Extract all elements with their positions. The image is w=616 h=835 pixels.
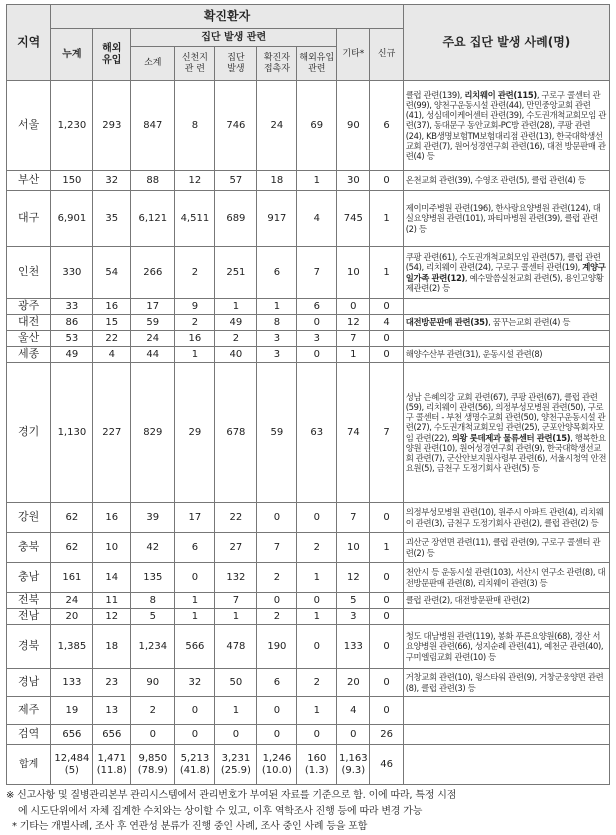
overseas-cell: 22 <box>93 331 131 347</box>
regional-confirmed-cases-table <box>6 4 610 785</box>
confirmed-header: 확진환자 <box>51 5 403 29</box>
new-cell: 0 <box>370 625 403 669</box>
overseas-cell: 18 <box>93 625 131 669</box>
region-cell: 세종 <box>7 347 51 363</box>
contact-cell: 24 <box>257 81 297 171</box>
subtotal-header: 소계 <box>131 47 175 81</box>
table-row <box>7 609 610 625</box>
cluster-cell: 689 <box>215 191 257 247</box>
overseas-cell: 15 <box>93 315 131 331</box>
total-cell: 1,230 <box>51 81 93 171</box>
shin-cell: 1 <box>175 593 215 609</box>
ovr-cell: 0 <box>297 347 337 363</box>
subtotal-cell: 39 <box>131 503 175 533</box>
cases-text-pre: 청도 대남병원 관련(119), 봉화 푸른요양원(68), 경산 서요양병원 관련(66), 성지순례 관련(41), 예천군 관련(40), 구미엘림교회 관련(10) 등 <box>405 631 604 662</box>
region-cell: 제주 <box>7 697 51 725</box>
cluster-cell: 49 <box>215 315 257 331</box>
cases-text-bold: 대전방문판매 관련(35) <box>405 317 489 328</box>
total-cell: 20 <box>51 609 93 625</box>
subtotal-cell: 8 <box>131 593 175 609</box>
cases-text-pre: 의정부성모병원 관련(10), 원주시 아파트 관련(4), 리치웨이 관련(3), 금천구 도정기회사 관련(2), 클럽 관련(2) 등 <box>405 507 604 528</box>
new-header: 신규 <box>370 29 403 81</box>
cases-cell <box>403 725 609 745</box>
subtotal-cell: 0 <box>131 725 175 745</box>
new-cell: 0 <box>370 299 403 315</box>
total-cell: 6,901 <box>51 191 93 247</box>
subtotal-cell: 847 <box>131 81 175 171</box>
cluster-outbreak-header: 집단 발생 <box>215 47 257 81</box>
footnote-2: * 기타는 개별사례, 조사 후 연관성 분류가 진행 중인 사례, 조사 중인 사례 등을 포함 <box>12 821 368 832</box>
other-cell: 12 <box>337 563 370 593</box>
cases-cell <box>403 247 609 299</box>
cases-cell <box>403 347 609 363</box>
ovr-cell: 69 <box>297 81 337 171</box>
subtotal-cell: 6,121 <box>131 191 175 247</box>
region-cell: 서울 <box>7 81 51 171</box>
shincheonji-header: 신천지 관 련 <box>175 47 215 81</box>
total-cell: 150 <box>51 171 93 191</box>
cases-header: 주요 집단 발생 사례(명) <box>403 5 609 81</box>
cluster-cell: 7 <box>215 593 257 609</box>
other-cell: 74 <box>337 363 370 503</box>
overseas-cell: 4 <box>93 347 131 363</box>
total-other-cell: 1,163 (9.3) <box>337 745 370 785</box>
subtotal-cell: 90 <box>131 669 175 697</box>
overseas-header: 해외 유입 <box>93 29 131 81</box>
shin-cell: 12 <box>175 171 215 191</box>
status-table-container <box>6 4 610 835</box>
table-row <box>7 171 610 191</box>
total-cell: 133 <box>51 669 93 697</box>
total-shin-cell: 5,213 (41.8) <box>175 745 215 785</box>
ovr-cell: 63 <box>297 363 337 503</box>
contact-header: 확진자 접촉자 <box>257 47 297 81</box>
shin-cell: 0 <box>175 563 215 593</box>
cases-text-bold: 리치웨이 관련(115) <box>464 90 537 101</box>
cases-text-post: , 구로구 콜센터 관련(99), 양천구운동시설 관련(44), 만민중앙교회 관련(41), 성심데이케어센터 관련(39), 수도권개척교회모임 관련(37), 동대문구 동안교회-PC방 관련(28), 쿠팡 관련(24), KB생명보험TM보험대리점 관련(13), 한국대학생선교회 관련(7), 원어성경연구회 관련(16), 대전 방문판매 관련(4) 등 <box>405 90 606 161</box>
overseas-cell: 16 <box>93 299 131 315</box>
cluster-cell: 478 <box>215 625 257 669</box>
contact-cell: 8 <box>257 315 297 331</box>
footnote-1-continued: 에 시도단위에서 자체 집계한 수치와는 상이할 수 있고, 이후 역학조사 진행 등에 따라 변경 가능 <box>18 805 423 817</box>
overseas-cell: 12 <box>93 609 131 625</box>
new-cell: 0 <box>370 347 403 363</box>
overseas-cell: 35 <box>93 191 131 247</box>
cases-text-pre: 제이미주병원 관련(196), 한사랑요양병원 관련(124), 대실요양병원 관련(101), 파티마병원 관련(39), 클럽 관련(2) 등 <box>405 203 601 234</box>
table-row <box>7 331 610 347</box>
new-cell: 0 <box>370 563 403 593</box>
total-cell: 86 <box>51 315 93 331</box>
total-total-cell: 12,484 (5) <box>51 745 93 785</box>
overseas-related-header: 해외유입 관련 <box>297 47 337 81</box>
contact-cell: 6 <box>257 247 297 299</box>
new-cell: 0 <box>370 697 403 725</box>
region-cell: 강원 <box>7 503 51 533</box>
ovr-cell: 4 <box>297 191 337 247</box>
cases-text-pre: 온천교회 관련(39), 수영조 관련(5), 클럽 관련(4) 등 <box>405 175 586 186</box>
cases-cell <box>403 299 609 315</box>
other-cell: 1 <box>337 347 370 363</box>
total-new-cell: 46 <box>370 745 403 785</box>
region-cell: 경기 <box>7 363 51 503</box>
table-row <box>7 697 610 725</box>
other-cell: 7 <box>337 503 370 533</box>
cases-text-pre: 쿠팡 관련(61), 수도권개척교회모임 관련(57), 클럽 관련(54), 리치웨이 관련(24), 구로구 콜센터 관련(19), <box>405 252 601 273</box>
shin-cell: 4,511 <box>175 191 215 247</box>
total-cases-cell <box>403 745 609 785</box>
total-cell: 161 <box>51 563 93 593</box>
ovr-cell: 1 <box>297 609 337 625</box>
table-row <box>7 563 610 593</box>
cases-text-post: , 행복한요양원 관련(10), 원어성경연구회 관련(9), 한국대학생선교회 관련(7), 군산안보지원사령부 관련(6), 서울시청역 안전요원(5), 금천구 도정기회사 관련(5) 등 <box>405 432 607 473</box>
new-cell: 0 <box>370 609 403 625</box>
total-subtotal-cell: 9,850 (78.9) <box>131 745 175 785</box>
footnote-1: ※ 신고사항 및 질병관리본부 관리시스템에서 관리번호가 부여된 자료를 기준으로 함. 이에 따라, 특정 시점 <box>6 790 457 801</box>
new-cell: 7 <box>370 363 403 503</box>
cases-cell <box>403 191 609 247</box>
region-header: 지역 <box>7 5 51 81</box>
new-cell: 1 <box>370 533 403 563</box>
cluster-cell: 0 <box>215 725 257 745</box>
table-row <box>7 315 610 331</box>
shin-cell: 0 <box>175 697 215 725</box>
subtotal-cell: 1,234 <box>131 625 175 669</box>
cases-cell <box>403 533 609 563</box>
ovr-cell: 0 <box>297 503 337 533</box>
region-cell: 경남 <box>7 669 51 697</box>
new-cell: 1 <box>370 247 403 299</box>
contact-cell: 2 <box>257 609 297 625</box>
table-row <box>7 363 610 503</box>
cases-cell <box>403 503 609 533</box>
other-cell: 10 <box>337 533 370 563</box>
shin-cell: 32 <box>175 669 215 697</box>
cases-cell <box>403 331 609 347</box>
new-cell: 26 <box>370 725 403 745</box>
region-cell: 인천 <box>7 247 51 299</box>
ovr-cell: 0 <box>297 593 337 609</box>
table-row <box>7 593 610 609</box>
table-row <box>7 347 610 363</box>
table-row <box>7 81 610 171</box>
region-cell: 부산 <box>7 171 51 191</box>
new-cell: 4 <box>370 315 403 331</box>
shin-cell: 0 <box>175 725 215 745</box>
new-cell: 0 <box>370 503 403 533</box>
cluster-cell: 2 <box>215 331 257 347</box>
cases-cell <box>403 363 609 503</box>
cases-cell <box>403 669 609 697</box>
total-label: 합계 <box>7 745 51 785</box>
cases-cell <box>403 697 609 725</box>
contact-cell: 2 <box>257 563 297 593</box>
cluster-cell: 50 <box>215 669 257 697</box>
contact-cell: 917 <box>257 191 297 247</box>
shin-cell: 1 <box>175 609 215 625</box>
total-cell: 330 <box>51 247 93 299</box>
other-cell: 3 <box>337 609 370 625</box>
total-header: 누계 <box>51 29 93 81</box>
table-row <box>7 625 610 669</box>
ovr-cell: 7 <box>297 247 337 299</box>
region-cell: 대구 <box>7 191 51 247</box>
cases-text-pre: 해양수산부 관련(31), 운동시설 관련(8) <box>405 349 543 360</box>
cluster-cell: 40 <box>215 347 257 363</box>
cluster-cell: 746 <box>215 81 257 171</box>
ovr-cell: 0 <box>297 625 337 669</box>
cluster-header: 집단 발생 관련 <box>131 29 337 47</box>
cases-text-pre: 거창교회 관련(10), 윙스타워 관련(9), 거창군웅양면 관련(8), 클럽 관련(3) 등 <box>405 672 604 693</box>
other-cell: 12 <box>337 315 370 331</box>
cluster-cell: 1 <box>215 609 257 625</box>
total-cell: 53 <box>51 331 93 347</box>
shin-cell: 6 <box>175 533 215 563</box>
overseas-cell: 10 <box>93 533 131 563</box>
cases-cell <box>403 593 609 609</box>
cases-text-bold: 계양구 일가족 관련(12) <box>405 262 606 283</box>
cases-cell <box>403 609 609 625</box>
overseas-cell: 656 <box>93 725 131 745</box>
new-cell: 6 <box>370 81 403 171</box>
footnotes <box>6 788 610 835</box>
total-cell: 49 <box>51 347 93 363</box>
shin-cell: 566 <box>175 625 215 669</box>
contact-cell: 0 <box>257 725 297 745</box>
contact-cell: 0 <box>257 593 297 609</box>
subtotal-cell: 829 <box>131 363 175 503</box>
cluster-cell: 251 <box>215 247 257 299</box>
other-cell: 133 <box>337 625 370 669</box>
region-cell: 충북 <box>7 533 51 563</box>
region-cell: 경북 <box>7 625 51 669</box>
other-cell: 90 <box>337 81 370 171</box>
subtotal-cell: 5 <box>131 609 175 625</box>
subtotal-cell: 42 <box>131 533 175 563</box>
ovr-cell: 1 <box>297 697 337 725</box>
table-row <box>7 669 610 697</box>
shin-cell: 29 <box>175 363 215 503</box>
total-cell: 33 <box>51 299 93 315</box>
subtotal-cell: 44 <box>131 347 175 363</box>
overseas-cell: 293 <box>93 81 131 171</box>
overseas-cell: 227 <box>93 363 131 503</box>
total-cell: 1,130 <box>51 363 93 503</box>
contact-cell: 6 <box>257 669 297 697</box>
new-cell: 0 <box>370 669 403 697</box>
contact-cell: 3 <box>257 331 297 347</box>
cases-cell <box>403 81 609 171</box>
contact-cell: 0 <box>257 697 297 725</box>
total-cell: 656 <box>51 725 93 745</box>
cases-text-pre: 괴산군 장연면 관련(11), 클럽 관련(9), 구로구 콜센터 관련(2) 등 <box>405 537 601 558</box>
cases-text-bold: 의왕 롯데제과 물류센터 관련(15) <box>451 432 571 443</box>
table-row <box>7 503 610 533</box>
other-cell: 0 <box>337 725 370 745</box>
ovr-cell: 1 <box>297 171 337 191</box>
contact-cell: 7 <box>257 533 297 563</box>
overseas-cell: 54 <box>93 247 131 299</box>
shin-cell: 16 <box>175 331 215 347</box>
table-body <box>7 81 610 785</box>
table-row <box>7 725 610 745</box>
contact-cell: 1 <box>257 299 297 315</box>
table-row <box>7 191 610 247</box>
cases-cell <box>403 171 609 191</box>
region-cell: 전북 <box>7 593 51 609</box>
ovr-cell: 0 <box>297 315 337 331</box>
contact-cell: 3 <box>257 347 297 363</box>
overseas-cell: 23 <box>93 669 131 697</box>
total-overseas-cell: 1,471 (11.8) <box>93 745 131 785</box>
other-cell: 10 <box>337 247 370 299</box>
cases-text-post: , 꿈꾸는교회 관련(4) 등 <box>488 317 571 328</box>
total-ovr-cell: 160 (1.3) <box>297 745 337 785</box>
ovr-cell: 2 <box>297 533 337 563</box>
total-cluster-cell: 3,231 (25.9) <box>215 745 257 785</box>
table-row <box>7 247 610 299</box>
cluster-cell: 132 <box>215 563 257 593</box>
cluster-cell: 57 <box>215 171 257 191</box>
other-cell: 745 <box>337 191 370 247</box>
overseas-cell: 13 <box>93 697 131 725</box>
subtotal-cell: 59 <box>131 315 175 331</box>
overseas-cell: 16 <box>93 503 131 533</box>
region-cell: 울산 <box>7 331 51 347</box>
ovr-cell: 6 <box>297 299 337 315</box>
shin-cell: 17 <box>175 503 215 533</box>
cases-text-pre: 성남 은혜의강 교회 관련(67), 쿠팡 관련(67), 클럽 관련(59), 리치웨이 관련(56), 의정부성모병원 관련(50), 구로구 콜센터 - 부천 생명수교회 관련(50), 양천구운동시설 관련(27), 수도권개척교회모임 관련(25), 군포안양목회자모임 관련(22), <box>405 392 606 443</box>
shin-cell: 9 <box>175 299 215 315</box>
cluster-cell: 1 <box>215 697 257 725</box>
cases-cell <box>403 625 609 669</box>
subtotal-cell: 266 <box>131 247 175 299</box>
subtotal-cell: 2 <box>131 697 175 725</box>
contact-cell: 18 <box>257 171 297 191</box>
contact-cell: 59 <box>257 363 297 503</box>
table-row <box>7 299 610 315</box>
cluster-cell: 678 <box>215 363 257 503</box>
ovr-cell: 3 <box>297 331 337 347</box>
table-row <box>7 533 610 563</box>
other-cell: 7 <box>337 331 370 347</box>
subtotal-cell: 24 <box>131 331 175 347</box>
subtotal-cell: 17 <box>131 299 175 315</box>
shin-cell: 2 <box>175 247 215 299</box>
overseas-cell: 14 <box>93 563 131 593</box>
contact-cell: 0 <box>257 503 297 533</box>
region-cell: 대전 <box>7 315 51 331</box>
ovr-cell: 0 <box>297 725 337 745</box>
region-cell: 충남 <box>7 563 51 593</box>
contact-cell: 190 <box>257 625 297 669</box>
region-cell: 전남 <box>7 609 51 625</box>
subtotal-cell: 135 <box>131 563 175 593</box>
region-cell: 검역 <box>7 725 51 745</box>
total-contact-cell: 1,246 (10.0) <box>257 745 297 785</box>
other-cell: 0 <box>337 299 370 315</box>
cases-text-pre: 천안시 등 운동시설 관련(103), 서산시 연구소 관련(8), 대전방문판매 관련(8), 리치웨이 관련(3) 등 <box>405 567 606 588</box>
overseas-cell: 11 <box>93 593 131 609</box>
new-cell: 0 <box>370 171 403 191</box>
other-cell: 5 <box>337 593 370 609</box>
other-cell: 30 <box>337 171 370 191</box>
new-cell: 0 <box>370 593 403 609</box>
cluster-cell: 1 <box>215 299 257 315</box>
shin-cell: 1 <box>175 347 215 363</box>
cases-text-pre: 클럽 관련(139), <box>405 90 465 101</box>
total-row <box>7 745 610 785</box>
shin-cell: 2 <box>175 315 215 331</box>
subtotal-cell: 88 <box>131 171 175 191</box>
cases-text-post: , 예수말씀실천교회 관련(5), 용인고양황제관련(2) 등 <box>405 272 604 293</box>
ovr-cell: 2 <box>297 669 337 697</box>
total-cell: 62 <box>51 533 93 563</box>
cases-cell <box>403 563 609 593</box>
total-cell: 19 <box>51 697 93 725</box>
cases-cell <box>403 315 609 331</box>
other-cell: 20 <box>337 669 370 697</box>
new-cell: 1 <box>370 191 403 247</box>
cluster-cell: 22 <box>215 503 257 533</box>
shin-cell: 8 <box>175 81 215 171</box>
region-cell: 광주 <box>7 299 51 315</box>
total-cell: 24 <box>51 593 93 609</box>
other-header: 기타* <box>337 29 370 81</box>
ovr-cell: 1 <box>297 563 337 593</box>
new-cell: 0 <box>370 331 403 347</box>
other-cell: 4 <box>337 697 370 725</box>
overseas-cell: 32 <box>93 171 131 191</box>
total-cell: 62 <box>51 503 93 533</box>
cluster-cell: 27 <box>215 533 257 563</box>
cases-text-pre: 클럽 관련(2), 대전방문판매 관련(2) <box>405 595 530 606</box>
total-cell: 1,385 <box>51 625 93 669</box>
